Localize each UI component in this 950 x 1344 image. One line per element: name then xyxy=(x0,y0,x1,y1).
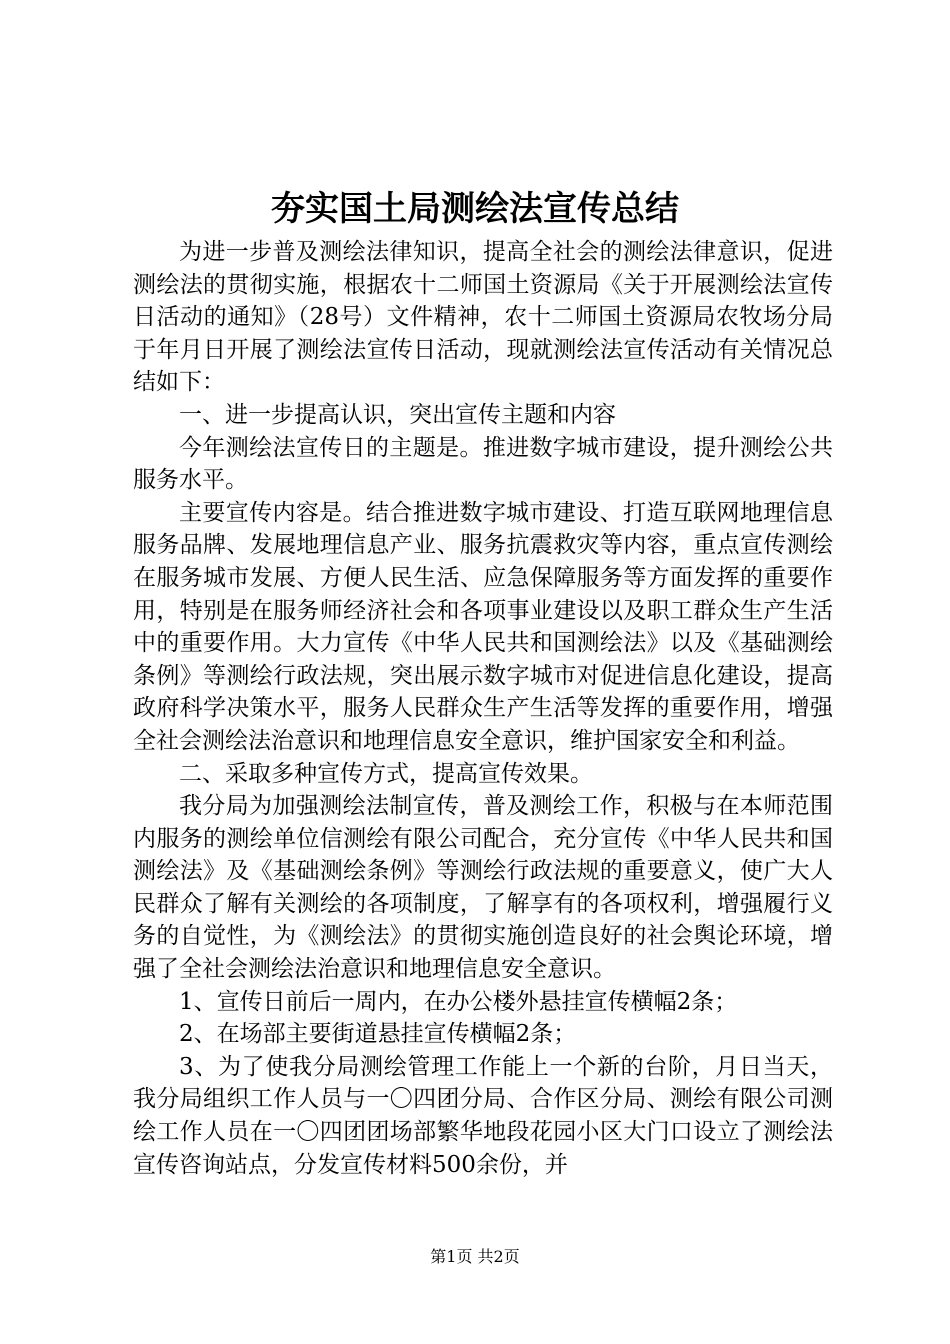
list-item-1: 1、宣传日前后一周内，在办公楼外悬挂宣传横幅2条； xyxy=(179,988,738,1015)
page-number: 第1页 xyxy=(430,1247,473,1266)
section-heading-2: 二、采取多种宣传方式，提高宣传效果。 xyxy=(179,760,593,787)
paragraph-content: 主要宣传内容是。结合推进数字城市建设、打造互联网地理信息服务品牌、发展地理信息产业、服务抗震救灾等内容，重点宣传测绘在服务城市发展、方便人民生活、应急保障服务等方面发挥的重要作用，特别是在服务师经济社会和各项事业建设以及职工群众生产生活中的重要作用。大力宣传《中华人民共和国测绘法》以及《基础测绘条例》等测绘行政法规，突出展示数字城市对促进信息化建设，提高政府科学决策水平，服务人民群众生产生活等发挥的重要作用，增强全社会测绘法治意识和地理信息安全意识，维护国家安全和利益。 xyxy=(133,499,833,754)
paragraph-theme: 今年测绘法宣传日的主题是。推进数字城市建设，提升测绘公共服务水平。 xyxy=(133,434,833,494)
page-total: 共2页 xyxy=(477,1247,520,1266)
paragraph-intro: 为进一步普及测绘法律知识，提高全社会的测绘法律意识，促进测绘法的贯彻实施，根据农十二师国土资源局《关于开展测绘法宣传日活动的通知》（28号）文件精神，农十二师国土资源局农牧场分局于年月日开展了测绘法宣传日活动，现就测绘法宣传活动有关情况总结如下： xyxy=(133,239,833,396)
list-item-3: 3、为了使我分局测绘管理工作能上一个新的台阶，月日当天，我分局组织工作人员与一〇四团分局、合作区分局、测绘有限公司测绘工作人员在一〇四团团场部繁华地段花园小区大门口设立了测绘法宣传咨询站点，分发宣传材料500余份，并 xyxy=(133,1053,833,1178)
page-footer xyxy=(0,1244,950,1267)
document-body xyxy=(133,236,833,1181)
document-title: 夯实国土局测绘法宣传总结 xyxy=(271,189,679,229)
list-item-2: 2、在场部主要街道悬挂宣传横幅2条； xyxy=(179,1021,577,1048)
paragraph-methods: 我分局为加强测绘法制宣传，普及测绘工作，积极与在本师范围内服务的测绘单位信测绘有限公司配合，充分宣传《中华人民共和国测绘法》及《基础测绘条例》等测绘行政法规的重要意义，使广大人民群众了解有关测绘的各项制度，了解享有的各项权利，增强履行义务的自觉性，为《测绘法》的贯彻实施创造良好的社会舆论环境，增强了全社会测绘法治意识和地理信息安全意识。 xyxy=(133,793,833,983)
section-heading-1: 一、进一步提高认识，突出宣传主题和内容 xyxy=(179,401,616,428)
